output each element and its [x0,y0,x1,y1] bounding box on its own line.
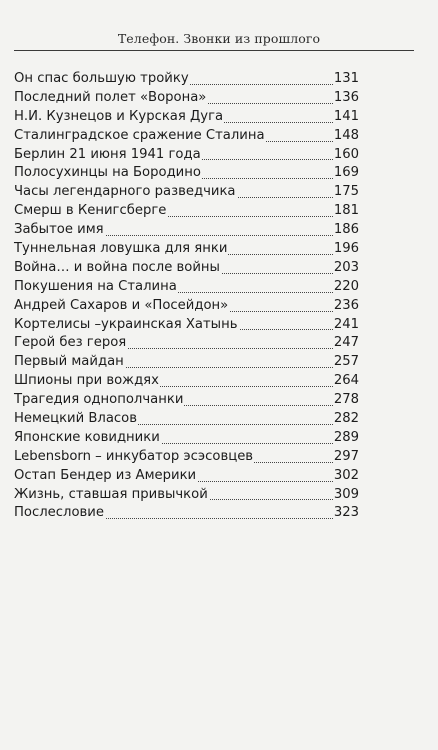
toc-entry-title: Он спас большую тройку [14,71,189,86]
toc-entry [14,70,359,89]
toc-entry-title: Андрей Сахаров и «Посейдон» [14,297,229,313]
toc-entry-page-number: 141 [333,108,359,127]
toc-entry [14,391,359,410]
toc-entry [14,504,359,523]
toc-entry [14,316,359,335]
toc-entry-title: Послесловие [14,505,104,521]
toc-entry-page-number: 236 [333,297,359,316]
toc-entry-title: Покушения на Сталина [14,278,177,294]
toc-entry-page-number: 289 [333,429,359,448]
toc-entry [14,202,359,221]
toc-entry-title: Японские ковидники [14,429,160,445]
header-rule [14,50,414,51]
toc-entry-page-number: 181 [333,202,359,221]
toc-entry [14,353,359,372]
toc-entry-title: Смерш в Кенигсберге [14,203,167,219]
toc-entry [14,278,359,297]
toc-entry [14,127,359,146]
toc-entry [14,89,359,108]
toc-entry-title: Туннельная ловушка для янки [14,241,228,257]
toc-entry-title: Остап Бендер из Америки [14,467,197,483]
toc-entry [14,259,359,278]
toc-entry [14,372,359,391]
toc-entry-page-number: 278 [333,391,359,410]
toc-entry-page-number: 136 [333,89,359,108]
toc-entry [14,467,359,486]
toc-entry-page-number: 302 [333,467,359,486]
toc-entry-page-number: 323 [333,504,359,523]
toc-entry [14,221,359,240]
toc-entry-title: Полосухинцы на Бородино [14,165,201,181]
toc-entry-page-number: 175 [333,183,359,202]
toc-entry-page-number: 131 [333,70,359,89]
toc-entry [14,240,359,259]
toc-entry [14,108,359,127]
toc-entry [14,164,359,183]
toc-entry-title: Немецкий Власов [14,411,138,427]
toc-entry-title: Последний полет «Ворона» [14,89,207,105]
toc-entry-title: Н.И. Кузнецов и Курская Дуга [14,108,224,124]
toc-entry-title: Трагедия однополчанки [14,392,184,408]
toc-entry-page-number: 297 [333,448,359,467]
toc-entry-page-number: 169 [333,164,359,183]
toc-entry-title: Жизнь, ставшая привычкой [14,486,208,502]
toc-entry-title: Кортелисы –украинская Хатынь [14,316,238,332]
toc-entry-page-number: 241 [333,316,359,335]
toc-entry-page-number: 282 [333,410,359,429]
toc-entry-page-number: 203 [333,259,359,278]
toc-entry-page-number: 220 [333,278,359,297]
toc-entry [14,297,359,316]
toc-entry-title: Забытое имя [14,222,104,238]
toc-entry [14,183,359,202]
toc-entry-title: Сталинградское сражение Сталина [14,127,265,143]
toc-entry-page-number: 196 [333,240,359,259]
toc-entry-page-number: 148 [333,127,359,146]
toc-entry-title: Lebensborn – инкубатор эсэсовцев [14,448,254,464]
toc-entry-title: Шпионы при вождях [14,373,159,389]
toc-entry-page-number: 257 [333,353,359,372]
toc-entry [14,146,359,165]
toc-entry [14,448,359,467]
toc-entry-title: Часы легендарного разведчика [14,184,236,200]
toc-entry-page-number: 160 [333,146,359,165]
toc-entry [14,410,359,429]
toc-entry-page-number: 186 [333,221,359,240]
running-head: Телефон. Звонки из прошлого [117,31,321,46]
toc-entry-page-number: 309 [333,486,359,505]
toc-entry-page-number: 247 [333,334,359,353]
toc-entry-page-number: 264 [333,372,359,391]
toc-entry-title: Война… и война после войны [14,259,220,275]
toc-entry [14,486,359,505]
toc-entry-title: Берлин 21 июня 1941 года [14,146,201,162]
table-of-contents [14,70,359,523]
toc-entry [14,334,359,353]
toc-entry-title: Герой без героя [14,335,127,351]
toc-entry-title: Первый майдан [14,354,124,370]
